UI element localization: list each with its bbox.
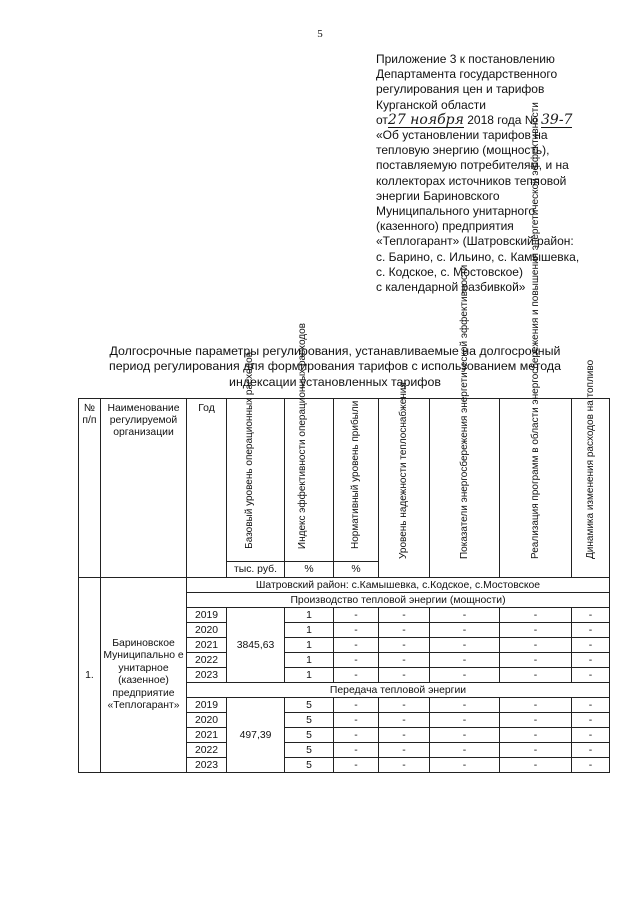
row-number: 1. [79, 578, 101, 773]
subject-line: (казенного) предприятия [376, 219, 514, 234]
programs-cell: - [500, 668, 572, 683]
profit-cell: - [334, 638, 379, 653]
energy-cell: - [430, 713, 500, 728]
profit-cell: - [334, 758, 379, 773]
header-year-text: Год [198, 403, 215, 414]
energy-cell: - [430, 668, 500, 683]
unit-index: % [285, 562, 334, 578]
energy-cell: - [430, 638, 500, 653]
year-cell: 2019 [187, 698, 227, 713]
profit-cell: - [334, 653, 379, 668]
programs-cell: - [500, 608, 572, 623]
profit-cell: - [334, 728, 379, 743]
programs-cell: - [500, 698, 572, 713]
page-number: 5 [317, 28, 323, 40]
reliability-cell: - [379, 698, 430, 713]
table-title [100, 344, 570, 390]
index-cell: 1 [285, 608, 334, 623]
reliability-cell: - [379, 638, 430, 653]
header-energy-save [430, 264, 500, 578]
year-cell: 2021 [187, 728, 227, 743]
reliability-cell: - [379, 758, 430, 773]
year-cell: 2023 [187, 758, 227, 773]
district-band: Шатровский район: с.Камышевка, с.Кодское, с.Мостовское [187, 578, 610, 593]
year-cell: 2022 [187, 653, 227, 668]
header-base [227, 352, 285, 562]
programs-cell: - [500, 743, 572, 758]
subject-line: «Теплогарант» (Шатровский район: [376, 234, 574, 249]
reliability-cell: - [379, 713, 430, 728]
reliability-cell: - [379, 743, 430, 758]
energy-cell: - [430, 728, 500, 743]
subject-line: тепловую энергию (мощность), [376, 143, 550, 158]
fuel-cell: - [572, 728, 610, 743]
programs-cell: - [500, 713, 572, 728]
header-base-text: Базовый уровень операционных расходов [243, 352, 255, 549]
subject-line: с. Барино, с. Ильино, с. Камышевка, [376, 249, 580, 264]
year-cell: 2021 [187, 638, 227, 653]
year-cell: 2020 [187, 623, 227, 638]
subject-line: энергии Бариновского [376, 188, 500, 203]
reliability-cell: - [379, 728, 430, 743]
index-cell: 1 [285, 668, 334, 683]
subject-line: поставляемую потребителям, и на [376, 158, 569, 173]
header-profit [334, 399, 379, 562]
header-energy-save-text: Показатели энергосбережения энергетической эффективности [458, 264, 470, 559]
section-title: Передача тепловой энергии [187, 683, 610, 698]
profit-cell: - [334, 623, 379, 638]
subject-line: Муниципального унитарного [376, 204, 536, 219]
index-cell: 5 [285, 728, 334, 743]
fuel-cell: - [572, 713, 610, 728]
date-suffix: 2018 года № [467, 112, 538, 127]
profit-cell: - [334, 698, 379, 713]
header-year [187, 399, 227, 578]
date-prefix: от [376, 112, 388, 127]
unit-profit: % [334, 562, 379, 578]
appendix-block [376, 52, 626, 295]
year-cell: 2020 [187, 713, 227, 728]
profit-cell: - [334, 713, 379, 728]
profit-cell: - [334, 668, 379, 683]
year-cell: 2019 [187, 608, 227, 623]
header-reliability-text: Уровень надежности теплоснабжения [398, 382, 410, 559]
profit-cell: - [334, 608, 379, 623]
header-num-text: № п/п [82, 403, 97, 426]
appendix-date-line [376, 113, 626, 128]
reliability-cell: - [379, 668, 430, 683]
index-cell: 5 [285, 743, 334, 758]
subject-line: с календарной разбивкой» [376, 280, 526, 295]
appendix-line: Курганской области [376, 97, 486, 112]
appendix-line: Приложение 3 к постановлению [376, 52, 555, 66]
unit-base: тыс. руб. [227, 562, 285, 578]
header-fuel-text: Динамика изменения расходов на топливо [584, 359, 596, 559]
index-cell: 5 [285, 698, 334, 713]
title-line: Долгосрочные параметры регулирования, устанавливаемые на долгосрочный [109, 344, 561, 358]
header-reliability [379, 382, 430, 578]
section-title: Производство тепловой энергии (мощности) [187, 593, 610, 608]
index-cell: 1 [285, 653, 334, 668]
reliability-cell: - [379, 608, 430, 623]
energy-cell: - [430, 608, 500, 623]
programs-cell: - [500, 758, 572, 773]
fuel-cell: - [572, 623, 610, 638]
energy-cell: - [430, 743, 500, 758]
programs-cell: - [500, 653, 572, 668]
header-index-text: Индекс эффективности операционных расходов [297, 322, 308, 549]
handwritten-number: 39-7 [541, 111, 573, 128]
appendix-line: регулирования цен и тарифов [376, 82, 545, 97]
subject-line: «Об установлении тарифов на [376, 128, 548, 143]
subject-line: с. Кодское, с. Мостовское) [376, 264, 523, 279]
subject-line: коллекторах источников тепловой [376, 173, 567, 188]
programs-cell: - [500, 638, 572, 653]
base-value: 497,39 [227, 698, 285, 773]
organization-name: Бариновское Муниципально е унитарное (казенное) предприятие «Теплогарант» [101, 578, 187, 773]
index-cell: 1 [285, 638, 334, 653]
profit-cell: - [334, 743, 379, 758]
energy-cell: - [430, 758, 500, 773]
energy-cell: - [430, 698, 500, 713]
year-cell: 2023 [187, 668, 227, 683]
header-org-text: Наименование регулируемой организации [107, 403, 180, 438]
programs-cell: - [500, 623, 572, 638]
header-programs-text: Реализация программ в области энергосбережения и повышения энергетической эффективности [529, 102, 541, 559]
header-profit-text: Нормативный уровень прибыли [350, 400, 362, 549]
header-org [101, 399, 187, 578]
title-line: период регулирования для формирования тарифов с использованием метода [109, 359, 561, 374]
reliability-cell: - [379, 623, 430, 638]
index-cell: 5 [285, 713, 334, 728]
header-index [285, 322, 334, 562]
index-cell: 5 [285, 758, 334, 773]
index-cell: 1 [285, 623, 334, 638]
energy-cell: - [430, 653, 500, 668]
title-line: индексации установленных тарифов [229, 374, 441, 389]
handwritten-date: 27 ноября [387, 111, 464, 128]
fuel-cell: - [572, 743, 610, 758]
fuel-cell: - [572, 698, 610, 713]
base-value: 3845,63 [227, 608, 285, 683]
header-fuel [572, 359, 610, 578]
fuel-cell: - [572, 668, 610, 683]
fuel-cell: - [572, 638, 610, 653]
reliability-cell: - [379, 653, 430, 668]
header-num [79, 399, 101, 578]
fuel-cell: - [572, 758, 610, 773]
fuel-cell: - [572, 653, 610, 668]
fuel-cell: - [572, 608, 610, 623]
programs-cell: - [500, 728, 572, 743]
appendix-line: Департамента государственного [376, 67, 558, 82]
energy-cell: - [430, 623, 500, 638]
year-cell: 2022 [187, 743, 227, 758]
